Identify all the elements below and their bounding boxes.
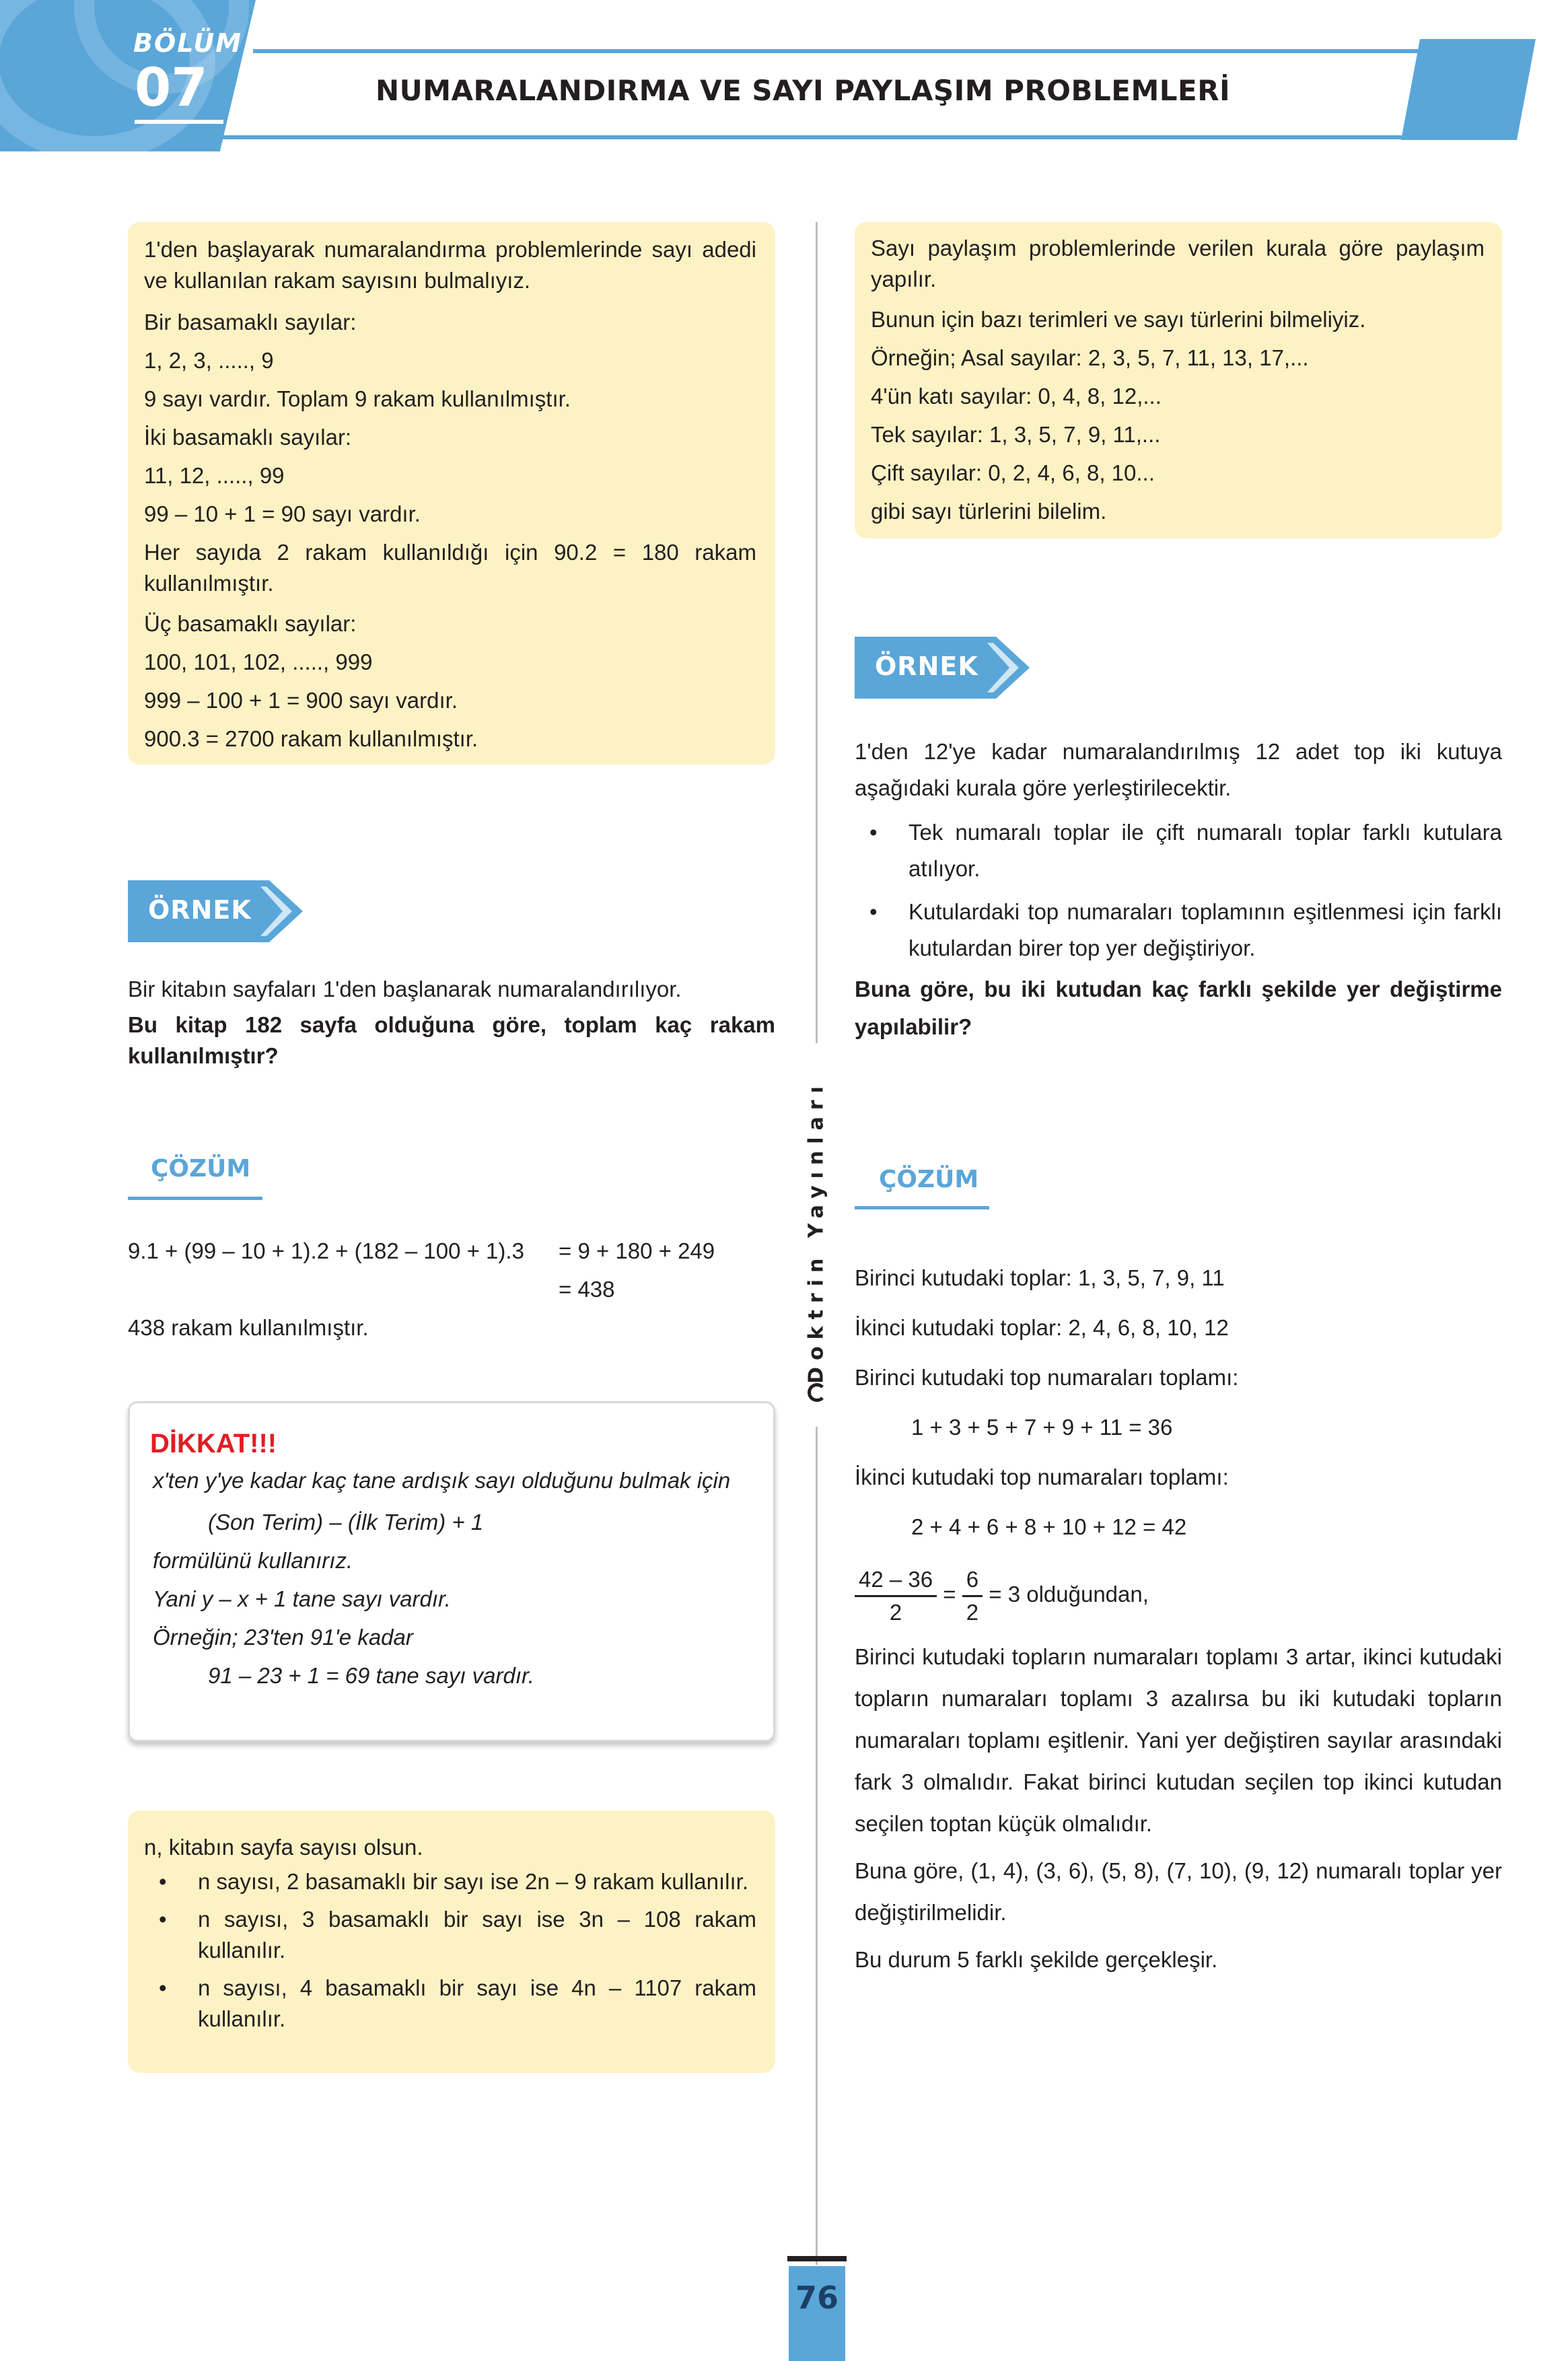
- info-text: 999 – 100 + 1 = 900 sayı vardır.: [144, 688, 458, 713]
- divider: [253, 49, 1421, 53]
- example-text: Bir kitabın sayfaları 1'den başlanarak numaralandırılıyor.: [128, 977, 682, 1001]
- solution-label: ÇÖZÜM: [879, 1166, 979, 1193]
- info-text: gibi sayı türlerini bilelim.: [871, 499, 1107, 524]
- solution-body: [855, 1253, 1502, 1981]
- page-title: NUMARALANDIRMA VE SAYI PAYLAŞIM PROBLEMLERİ: [376, 74, 1231, 107]
- solution-paragraph: Birinci kutudaki topların numaraları toplamı 3 artar, ikinci kutudaki topların numaraları toplamı 3 azalırsa bu iki kutudaki topların numaraları toplamı eşitlenir. Yani yer değiştiren sayılar arasındaki fark 3 olmalıdır. Fakat birinci kutudan seçilen top ikinci kutudan seçilen toptan küçük olmalıdır.: [855, 1644, 1502, 1836]
- info-box-digit-formula: [128, 1810, 775, 2073]
- info-text: Bir basamaklı sayılar:: [144, 310, 357, 334]
- warning-example: 91 – 23 + 1 = 69 tane sayı vardır.: [208, 1663, 534, 1688]
- divider: [222, 135, 1421, 139]
- solution-text: Birinci kutudaki top numaraları toplamı:: [855, 1365, 1239, 1390]
- info-text: n, kitabın sayfa sayısı olsun.: [144, 1835, 423, 1860]
- fraction-expression: $\frac{42 - 36}{2}$ = $\frac{6}{2}$ = 3 olduğundan,: [855, 1564, 1502, 1628]
- info-text: Çift sayılar: 0, 2, 4, 6, 8, 10...: [871, 460, 1155, 485]
- info-box-numbering: [128, 222, 775, 765]
- chapter-tab: [0, 0, 256, 151]
- info-text: 900.3 = 2700 rakam kullanılmıştır.: [144, 726, 478, 751]
- list-item: • n sayısı, 4 basamaklı bir sayı ise 4n – 1107 rakam kullanılır.: [144, 1973, 756, 2035]
- info-text: Sayı paylaşım problemlerinde verilen kurala göre paylaşım yapılır.: [871, 236, 1485, 291]
- column-divider: [816, 222, 818, 1043]
- solution-text: Birinci kutudaki toplar: 1, 3, 5, 7, 9, 11: [855, 1265, 1225, 1290]
- info-text: 1'den başlayarak numaralandırma problemlerinde sayı adedi ve kullanılan rakam sayısını bulmalıyız.: [144, 237, 756, 293]
- bullet-icon: •: [159, 1907, 167, 1932]
- page-number-box: [789, 2266, 845, 2361]
- example-text: 1'den 12'ye kadar numaralandırılmış 12 adet top iki kutuya aşağıdaki kurala göre yerleştirilecektir.: [855, 739, 1502, 800]
- info-text: Üç basamaklı sayılar:: [144, 611, 357, 636]
- info-text: 100, 101, 102, ....., 999: [144, 649, 373, 674]
- publisher-logo-icon: [808, 1383, 826, 1402]
- bullet-icon: •: [159, 1975, 167, 2000]
- example-badge: [128, 880, 303, 942]
- solution-text: 2 + 4 + 6 + 8 + 10 + 12 = 42: [911, 1514, 1187, 1539]
- solution-result: = 9 + 180 + 249: [559, 1238, 715, 1263]
- warning-box: [128, 1401, 775, 1742]
- warning-text: Yani y – x + 1 tane sayı vardır.: [153, 1586, 451, 1611]
- divider: [787, 2256, 847, 2261]
- warning-title: DİKKAT!!!: [150, 1429, 277, 1458]
- bullet-icon: •: [869, 899, 878, 924]
- example-body: [855, 734, 1502, 1046]
- example-question: Buna göre, bu iki kutudan kaç farklı şekilde yer değiştirme yapılabilir?: [855, 977, 1502, 1039]
- divider: [128, 1197, 262, 1200]
- info-box-sharing: [855, 222, 1502, 538]
- solution-expression: 9.1 + (99 – 10 + 1).2 + (182 – 100 + 1).3: [128, 1238, 524, 1263]
- solution-paragraph: Bu durum 5 farklı şekilde gerçekleşir.: [855, 1947, 1218, 1972]
- column-divider: [816, 1427, 818, 2265]
- example-question: Bu kitap 182 sayfa olduğuna göre, toplam kaç rakam kullanılmıştır?: [128, 1012, 775, 1068]
- info-text: Bunun için bazı terimleri ve sayı türlerini bilmeliyiz.: [871, 307, 1366, 332]
- info-text: Her sayıda 2 rakam kullanıldığı için 90.2 = 180 rakam kullanılmıştır.: [144, 540, 756, 596]
- info-text: 9 sayı vardır. Toplam 9 rakam kullanılmıştır.: [144, 386, 571, 411]
- warning-formula: (Son Terim) – (İlk Terim) + 1: [208, 1510, 484, 1535]
- chapter-number: 07: [135, 58, 208, 118]
- warning-text: Örneğin; 23'ten 91'e kadar: [153, 1625, 413, 1650]
- solution-label: ÇÖZÜM: [151, 1155, 251, 1183]
- solution-text: İkinci kutudaki top numaraları toplamı:: [855, 1465, 1229, 1489]
- header-decoration: [1401, 39, 1536, 140]
- info-text: 11, 12, ....., 99: [144, 463, 285, 488]
- bullet-icon: •: [869, 820, 878, 845]
- list-item: • n sayısı, 3 basamaklı bir sayı ise 3n – 108 rakam kullanılır.: [144, 1904, 756, 1966]
- warning-text: x'ten y'ye kadar kaç tane ardışık sayı olduğunu bulmak için: [153, 1468, 731, 1493]
- example-label: ÖRNEK: [148, 895, 252, 925]
- solution-paragraph: Buna göre, (1, 4), (3, 6), (5, 8), (7, 10), (9, 12) numaralı toplar yer değiştirilmelidir.: [855, 1858, 1502, 1925]
- warning-text: formülünü kullanırız.: [153, 1548, 353, 1573]
- list-item: • Kutulardaki top numaraları toplamının eşitlenmesi için farklı kutulardan birer top yer değiştiriyor.: [855, 894, 1502, 966]
- list-item: • n sayısı, 2 basamaklı bir sayı ise 2n – 9 rakam kullanılır.: [144, 1866, 756, 1897]
- list-item: • Tek numaralı toplar ile çift numaralı toplar farklı kutulara atılıyor.: [855, 814, 1502, 887]
- solution-text: 1 + 3 + 5 + 7 + 9 + 11 = 36: [911, 1415, 1173, 1440]
- divider: [135, 120, 223, 124]
- divider: [855, 1206, 989, 1209]
- example-badge: [855, 637, 1030, 699]
- solution-text: İkinci kutudaki toplar: 2, 4, 6, 8, 10, 12: [855, 1315, 1229, 1340]
- info-text: 4'ün katı sayılar: 0, 4, 8, 12,...: [871, 384, 1162, 409]
- bullet-icon: •: [159, 1869, 167, 1894]
- fraction: $\frac{6}{2}$: [962, 1564, 983, 1628]
- info-text: Örneğin; Asal sayılar: 2, 3, 5, 7, 11, 13, 17,...: [871, 345, 1309, 370]
- chapter-label: BÖLÜM: [133, 28, 243, 58]
- fraction: $\frac{42 - 36}{2}$: [855, 1564, 937, 1628]
- solution-body: [128, 1232, 775, 1347]
- example-label: ÖRNEK: [875, 651, 978, 681]
- example-body: [128, 969, 775, 1071]
- info-text: İki basamaklı sayılar:: [144, 425, 352, 450]
- info-text: 99 – 10 + 1 = 90 sayı vardır.: [144, 501, 421, 526]
- info-text: 1, 2, 3, ....., 9: [144, 348, 274, 373]
- publisher-name: Doktrin Yayınları: [804, 1080, 828, 1384]
- info-text: Tek sayılar: 1, 3, 5, 7, 9, 11,...: [871, 422, 1161, 447]
- solution-result: = 438: [559, 1277, 615, 1302]
- solution-conclusion: 438 rakam kullanılmıştır.: [128, 1315, 369, 1340]
- page-number: 76: [795, 2280, 839, 2316]
